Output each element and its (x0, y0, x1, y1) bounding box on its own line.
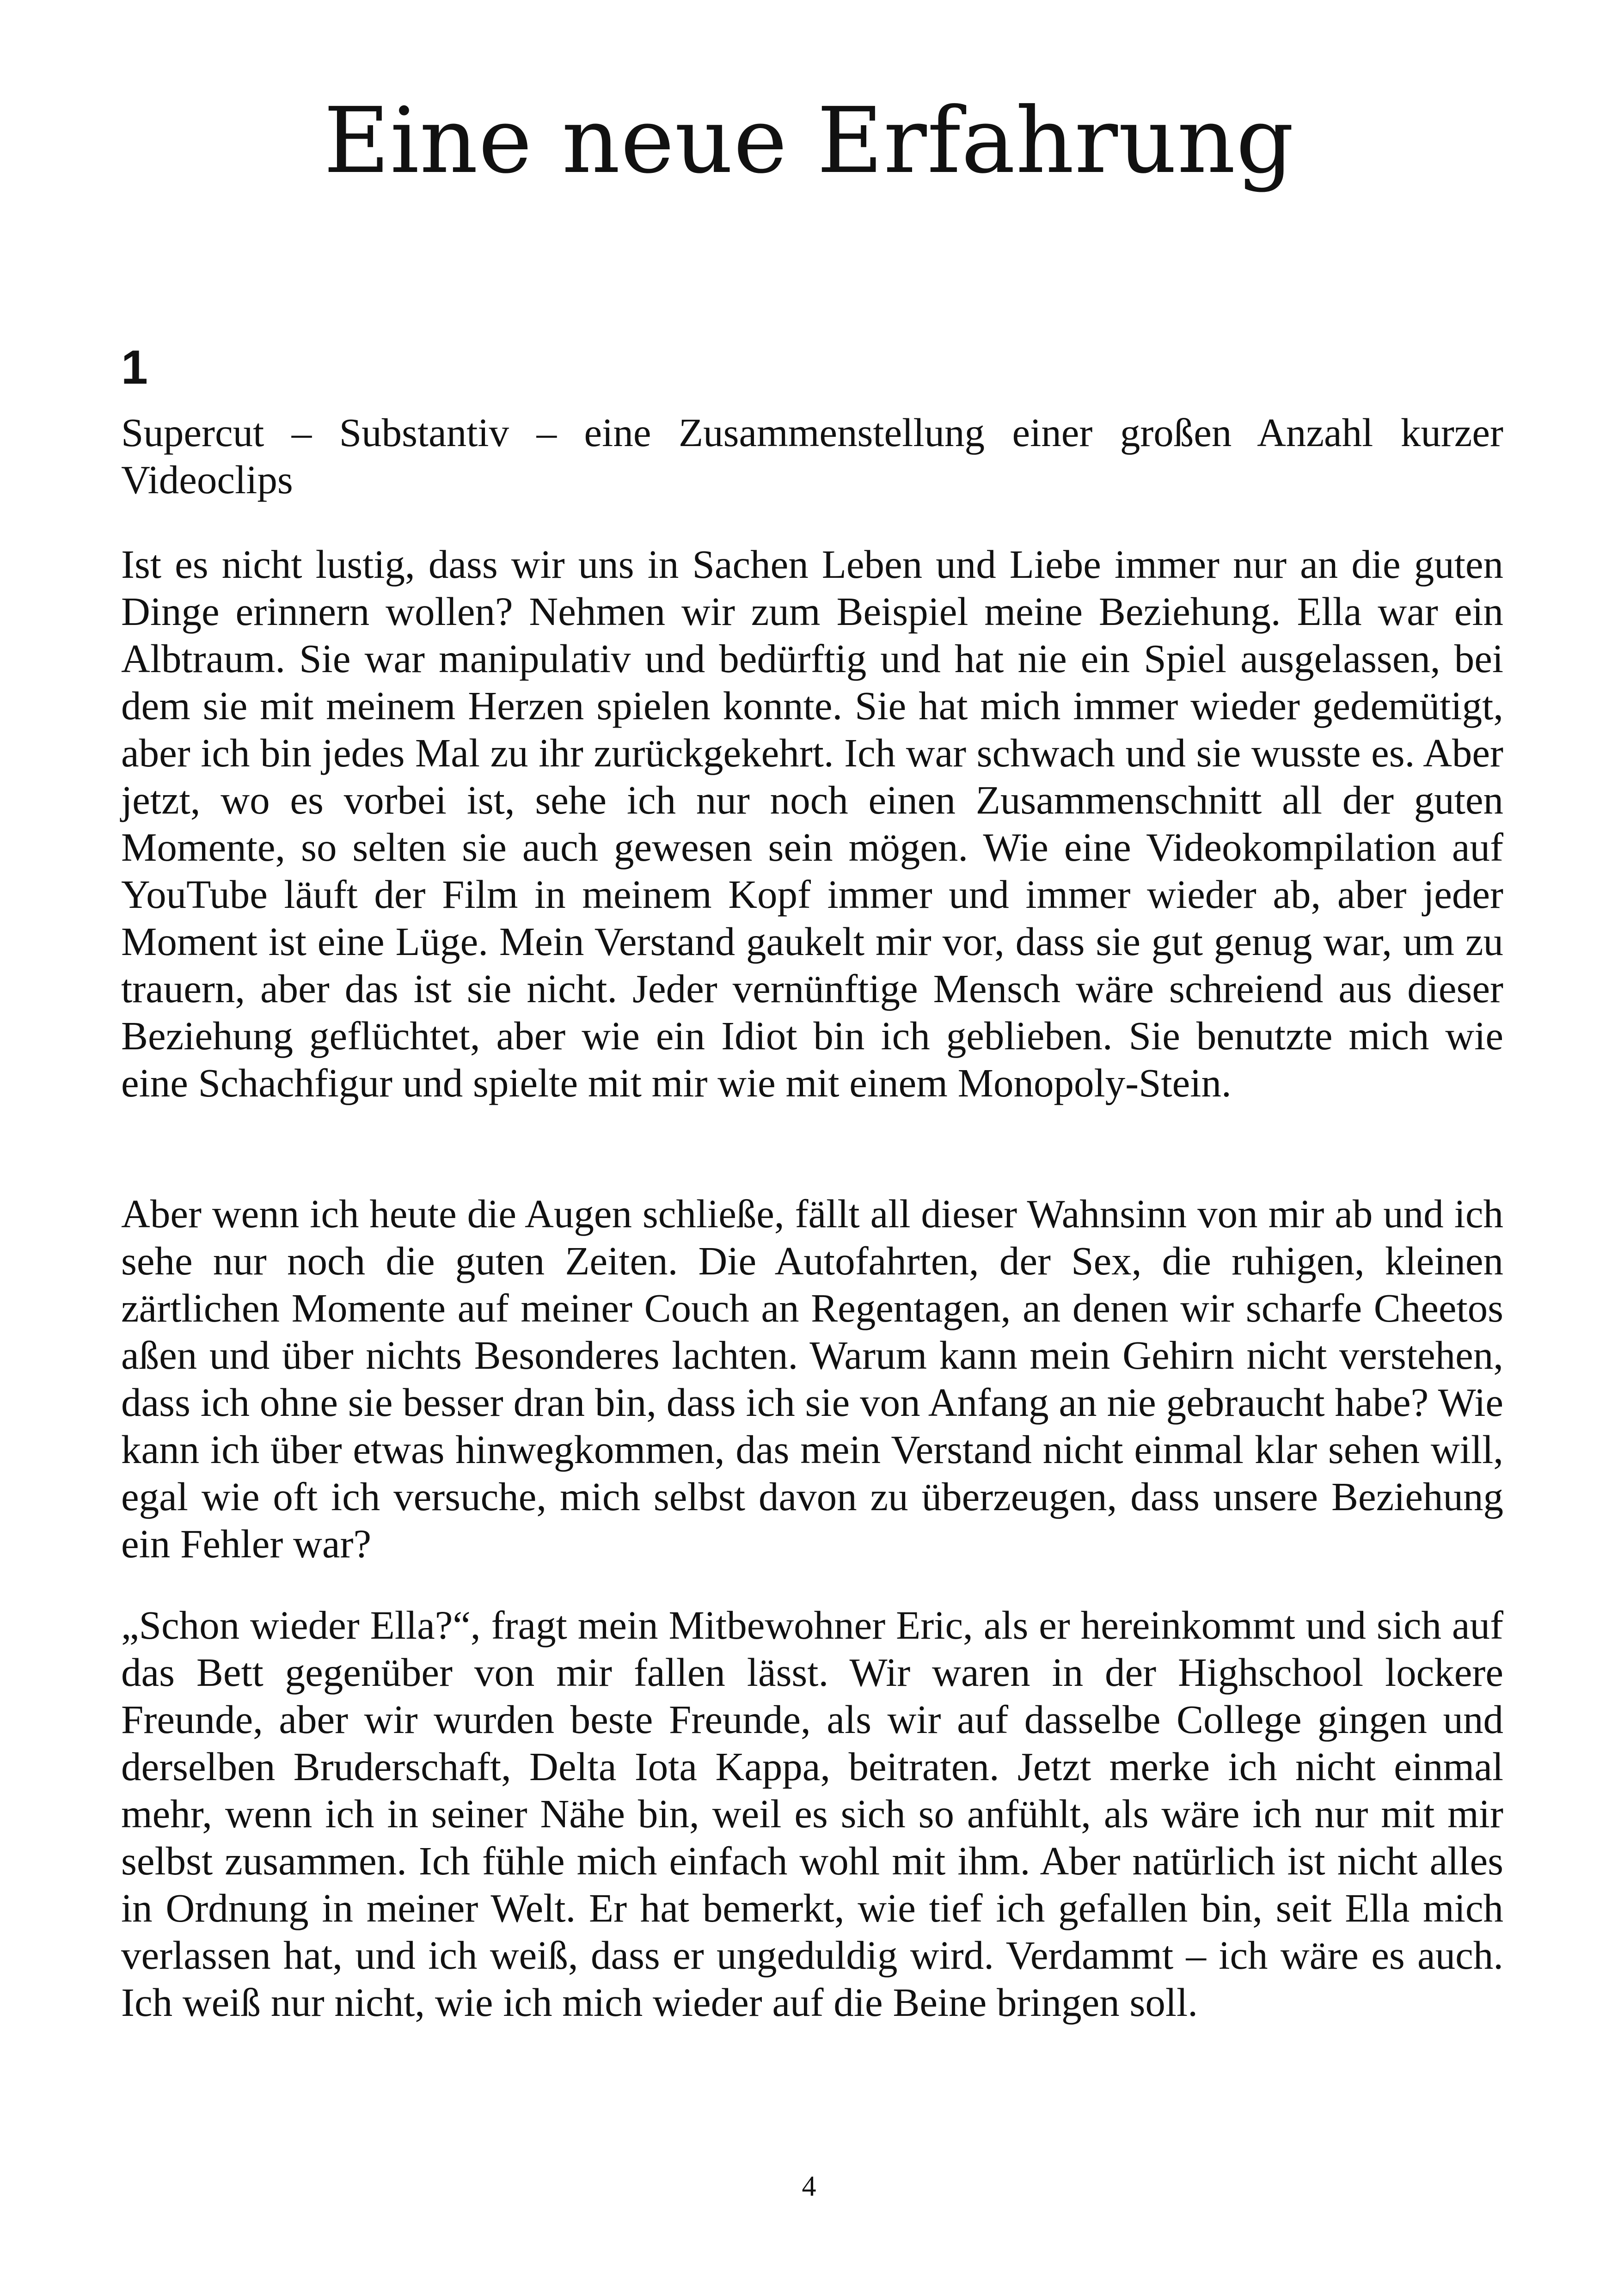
chapter-number: 1 (121, 341, 148, 394)
page-title: Eine neue Erfahrung (323, 88, 1295, 194)
paragraph-text: „Schon wieder Ella?“, fragt mein Mitbewohner Eric, als er hereinkommt und sich auf das Bett gegenüber von mir fallen lässt. Wir waren in der Highschool lockere Freunde, aber wir wurden beste Freunde, als wir auf dasselbe College gingen und derselben Bruderschaft, Delta Iota Kappa, beitraten. Jetzt merke ich nicht einmal mehr, wenn ich in seiner Nähe bin, weil es sich so anfühlt, als wäre ich nur mit mir selbst zusammen. Ich fühle mich einfach wohl mit ihm. Aber natürlich ist nicht alles in Ordnung in meiner Welt. Er hat bemerkt, wie tief ich gefallen bin, seit Ella mich verlassen hat, und ich weiß, dass er ungeduldig wird. Verdammt – ich wäre es auch. Ich weiß nur nicht, wie ich mich wieder auf die Beine bringen soll. (121, 1603, 1503, 2025)
body-paragraph-3 (121, 1602, 1503, 2026)
definition-text (121, 409, 1503, 503)
paragraph-text: Aber wenn ich heute die Augen schließe, fällt all dieser Wahnsinn von mir ab und ich sehe nur noch die guten Zeiten. Die Autofahrten, der Sex, die ruhigen, kleinen zärtlichen Momente auf meiner Couch an Regentagen, an denen wir scharfe Cheetos aßen und über nichts Besonderes lachten. Warum kann mein Gehirn nicht verstehen, dass ich ohne sie besser dran bin, dass ich sie von Anfang an nie gebraucht habe? Wie kann ich über etwas hinwegkommen, das mein Verstand nicht einmal klar sehen will, egal wie oft ich versuche, mich selbst davon zu überzeugen, dass unsere Beziehung ein Fehler war? (121, 1191, 1503, 1566)
paragraph-text: Ist es nicht lustig, dass wir uns in Sachen Leben und Liebe immer nur an die guten Dinge erinnern wollen? Nehmen wir zum Beispiel meine Beziehung. Ella war ein Albtraum. Sie war manipulativ und bedürftig und hat nie ein Spiel ausgelassen, bei dem sie mit meinem Herzen spielen konnte. Sie hat mich immer wieder gedemütigt, aber ich bin jedes Mal zu ihr zurückgekehrt. Ich war schwach und sie wusste es. Aber jetzt, wo es vorbei ist, sehe ich nur noch einen Zusammenschnitt all der guten Momente, so selten sie auch gewesen sein mögen. Wie eine Videokompilation auf YouTube läuft der Film in meinem Kopf immer und immer wieder ab, aber jeder Moment ist eine Lüge. Mein Verstand gaukelt mir vor, dass sie gut genug war, um zu trauern, aber das ist sie nicht. Jeder vernünftige Mensch wäre schreiend aus dieser Beziehung geflüchtet, aber wie ein Idiot bin ich geblieben. Sie benutzte mich wie eine Schachfigur und spielte mit mir wie mit einem Monopoly-Stein. (121, 542, 1503, 1105)
body-paragraph-1 (121, 541, 1503, 1107)
body-paragraph-2 (121, 1190, 1503, 1567)
definition-paragraph: Supercut – Substantiv – eine Zusammenstellung einer großen Anzahl kurzer Videoclips (121, 410, 1503, 502)
page-number: 4 (802, 2171, 816, 2202)
